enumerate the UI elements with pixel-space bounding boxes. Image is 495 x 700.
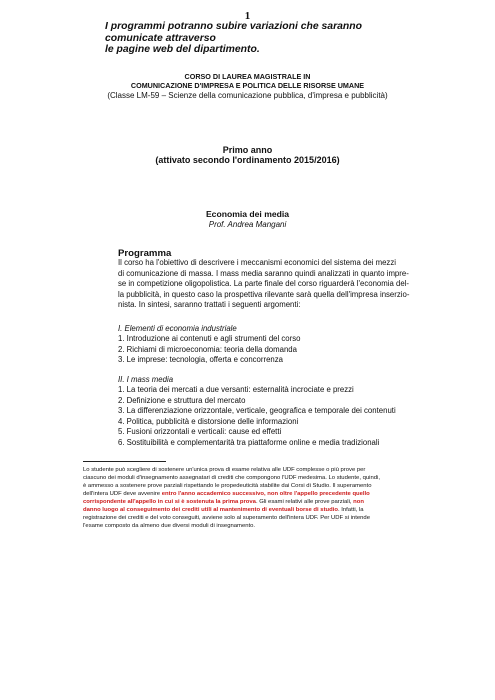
notice-line: le pagine web del dipartimento.: [105, 44, 260, 55]
footnote-highlight: corrispondente all'appello in cui si è sostenuta la prima prova: [83, 499, 256, 505]
section-list-mass-media: [118, 385, 408, 449]
footnote-line: [83, 490, 413, 498]
footnote-line: registrazione dei crediti e del voto conseguiti, avviene solo al superamento dell'intera UDF. Per UDF si intende: [83, 515, 370, 521]
list-item: 2. Definizione e struttura del mercato: [118, 395, 246, 405]
list-item: 4. Politica, pubblicità e distorsione delle informazioni: [118, 416, 299, 426]
footnote-text: dell'intera UDF deve avvenire: [83, 491, 162, 497]
paragraph-line: Il corso ha l'obiettivo di descrivere i meccanismi economici del sistema dei mezzi: [118, 258, 396, 267]
footnote-line: [83, 498, 413, 506]
list-item: 6. Sostituibilità e complementarità tra piattaforme online e media tradizionali: [118, 437, 380, 447]
year-block: [0, 145, 495, 166]
list-item: 2. Richiami di microeconomia: teoria della domanda: [118, 344, 297, 354]
section-list-economia-industriale: [118, 334, 408, 366]
section-heading-mass-media: II. I mass media: [118, 375, 174, 384]
paragraph-line: di comunicazione di massa. I mass media saranno quindi analizzati in quanto impre-: [118, 268, 409, 278]
footnote-highlight: non: [353, 499, 364, 505]
year-activation: (attivato secondo l'ordinamento 2015/2016): [155, 155, 340, 166]
notice-line: I programmi potranno subire variazioni che saranno comunicate attraverso: [105, 21, 362, 44]
list-item: 1. Introduzione ai contenuti e agli strumenti del corso: [118, 334, 301, 343]
course-title-line1: CORSO DI LAUREA MAGISTRALE IN: [184, 72, 311, 81]
footnote-line: Lo studente può scegliere di sostenere un'unica prova di esame relativa alle UDF complesse o più prove per: [83, 467, 366, 473]
course-class: (Classe LM-59 – Scienze della comunicazione pubblica, d'impresa e pubblicità): [107, 91, 388, 100]
footnote-line: [83, 506, 413, 514]
page-number: 1: [244, 10, 251, 22]
programma-paragraph: [118, 258, 410, 311]
section-heading-economia-industriale: I. Elementi di economia industriale: [118, 324, 237, 333]
footnote-highlight: entro l'anno accademico successivo, non oltre l'appello precedente quello: [161, 491, 370, 497]
paragraph-line: nista. In sintesi, saranno trattati i seguenti argomenti:: [118, 300, 301, 310]
programma-heading: Programma: [118, 248, 172, 259]
footnote-text: . Gli esami relativi alle prove parziali,: [255, 499, 354, 505]
list-item: 5. Fusioni orizzontali e verticali: cause ed effetti: [118, 427, 282, 437]
footnote-line: l'esame composto da almeno due diversi moduli di insegnamento.: [83, 523, 256, 529]
subject-title: Economia dei media: [205, 209, 290, 219]
list-item: 3. Le imprese: tecnologia, offerta e concorrenza: [118, 355, 283, 365]
paragraph-line: la pubblicità, in questo caso la prospettiva rilevante sarà quella dell'impresa inserzio-: [118, 289, 410, 299]
course-title: [0, 72, 495, 91]
footnote-divider: [83, 461, 166, 462]
year-label: Primo anno: [222, 145, 273, 155]
program-change-notice: [105, 21, 405, 56]
subject-professor: Prof. Andrea Mangani: [208, 220, 287, 229]
paragraph-line: se in competizione oligopolistica. La parte finale del corso riguarderà l'economia del-: [118, 279, 410, 289]
footnote: [83, 466, 413, 530]
list-item: 3. La differenziazione orizzontale, verticale, geografica e temporale dei contenuti: [118, 406, 396, 416]
list-item: 1. La teoria dei mercati a due versanti: esternalità incrociate e prezzi: [118, 385, 354, 394]
footnote-line: è ammesso a sostenere prove parziali rispettando le propedeuticità stabilite dai Corsi di Studio. Il superamento: [83, 483, 372, 489]
footnote-highlight: danno luogo al conseguimento dei crediti utili al mantenimento di eventuali borse di studio: [83, 507, 338, 513]
course-title-line2: COMUNICAZIONE D'IMPRESA E POLITICA DELLE RISORSE UMANE: [130, 81, 365, 91]
footnote-text: . Infatti, la: [337, 507, 364, 513]
footnote-line: ciascuno dei moduli d'insegnamento assegnatari di crediti che compongono l'UDF medesima. Lo studente, quindi,: [83, 475, 380, 481]
